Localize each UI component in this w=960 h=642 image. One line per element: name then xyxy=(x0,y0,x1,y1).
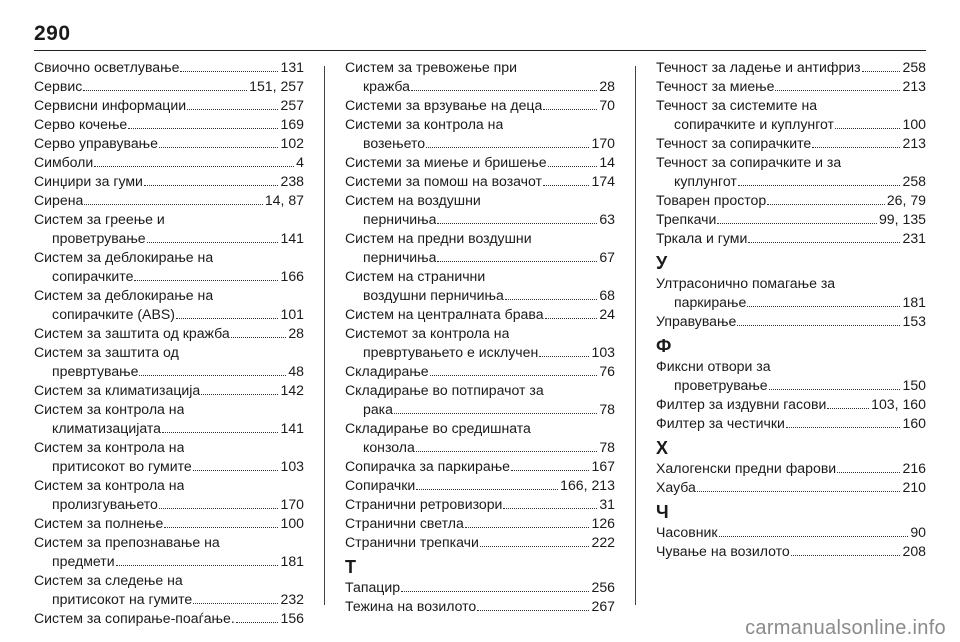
page-reference[interactable]: 78 xyxy=(599,401,615,417)
index-column-2 xyxy=(345,58,615,613)
index-entry xyxy=(34,533,304,552)
entry-label: Ултрасонично помагање за xyxy=(656,275,836,291)
index-entry xyxy=(345,305,615,324)
entry-label: климатизацијата xyxy=(52,420,162,436)
dot-leader xyxy=(505,299,598,300)
page-reference[interactable]: 210 xyxy=(902,479,926,495)
index-entry xyxy=(656,191,926,210)
page-reference[interactable]: 99, 135 xyxy=(878,211,926,227)
entry-label: Систем за сопирање-поаѓање. xyxy=(34,610,235,626)
entry-label: Течност за ладење и антифриз xyxy=(656,59,861,75)
entry-label: Систем за деблокирање на xyxy=(34,287,214,303)
entry-label: Сопирачка за паркирање xyxy=(345,458,510,474)
entry-label: Систем за заштита од xyxy=(34,344,179,360)
dot-leader xyxy=(128,128,278,129)
dot-leader xyxy=(416,489,558,490)
dot-leader xyxy=(539,356,589,357)
page-reference[interactable]: 78 xyxy=(599,439,615,455)
index-entry-continuation xyxy=(34,362,304,381)
entry-label: притисокот во гумите xyxy=(52,458,192,474)
entry-label: Систем за контрола на xyxy=(34,439,185,455)
page-reference[interactable]: 14, 87 xyxy=(264,192,304,208)
index-entry xyxy=(656,58,926,77)
entry-label: Трепкачи xyxy=(656,211,717,227)
page-reference[interactable]: 213 xyxy=(902,135,926,151)
entry-label: Системот за контрола на xyxy=(345,325,510,341)
entry-label: Серво управување xyxy=(34,135,158,151)
index-entry-continuation xyxy=(34,552,304,571)
page-reference[interactable]: 26, 79 xyxy=(886,192,926,208)
page-reference[interactable]: 142 xyxy=(280,382,304,398)
index-entry xyxy=(656,134,926,153)
dot-leader xyxy=(737,325,900,326)
dot-leader xyxy=(139,375,286,376)
dot-leader xyxy=(180,71,278,72)
index-entry xyxy=(34,343,304,362)
page-reference[interactable]: 24 xyxy=(599,306,615,322)
entry-label: Системи за помош на возачот xyxy=(345,173,543,189)
entry-label: Системи за врзување на деца xyxy=(345,97,543,113)
entry-label: Систем на странични xyxy=(345,268,486,284)
index-entry-continuation xyxy=(34,229,304,248)
entry-label: Хауба xyxy=(656,479,696,495)
entry-label: Сервис xyxy=(34,78,83,94)
index-entry xyxy=(656,274,926,293)
entry-label: Филтер за честички xyxy=(656,415,785,431)
entry-label: Систем на централната брава xyxy=(345,306,544,322)
index-entry xyxy=(345,457,615,476)
index-entry xyxy=(345,495,615,514)
index-entry xyxy=(345,58,615,77)
page-reference[interactable]: 166, 213 xyxy=(560,477,615,493)
entry-label: куплунгот xyxy=(674,173,737,189)
dot-leader xyxy=(775,90,900,91)
dot-leader xyxy=(187,109,278,110)
entry-label: Сирена xyxy=(34,192,84,208)
page-reference[interactable]: 258 xyxy=(902,173,926,189)
index-entry xyxy=(34,514,304,533)
entry-label: Серво кочење xyxy=(34,116,128,132)
index-entry xyxy=(34,381,304,400)
dot-leader xyxy=(147,242,279,243)
entry-label: Систем за полнење xyxy=(34,515,164,531)
entry-label: притисокот на гумите xyxy=(52,591,193,607)
page-reference[interactable]: 100 xyxy=(280,515,304,531)
index-entry-continuation xyxy=(656,115,926,134)
index-entry xyxy=(345,153,615,172)
index-entry-continuation xyxy=(345,248,615,267)
page-reference[interactable]: 76 xyxy=(599,363,615,379)
dot-leader xyxy=(394,413,597,414)
index-entry-continuation xyxy=(656,376,926,395)
dot-leader xyxy=(416,451,597,452)
index-entry-continuation xyxy=(345,286,615,305)
page-reference[interactable]: 141 xyxy=(280,230,304,246)
index-entry-continuation xyxy=(34,305,304,324)
entry-label: Систем за препознавање на xyxy=(34,534,220,550)
page-reference[interactable]: 160 xyxy=(902,415,926,431)
index-entry-continuation xyxy=(34,495,304,514)
entry-label: Тапацир xyxy=(345,579,401,595)
index-entry xyxy=(656,77,926,96)
entry-label: Часовник xyxy=(656,524,718,540)
dot-leader xyxy=(193,603,278,604)
page-reference[interactable]: 70 xyxy=(599,97,615,113)
page-reference[interactable]: 222 xyxy=(591,534,615,550)
page-reference[interactable]: 181 xyxy=(280,553,304,569)
index-entry xyxy=(345,324,615,343)
entry-label: перничиња xyxy=(363,249,437,265)
dot-leader xyxy=(480,546,590,547)
entry-label: Филтер за издувни гасови xyxy=(656,396,827,412)
index-entry xyxy=(345,115,615,134)
page-reference[interactable]: 257 xyxy=(280,97,304,113)
entry-label: Течност за миење xyxy=(656,78,775,94)
entry-label: Систем за заштита од кражба xyxy=(34,325,230,341)
dot-leader xyxy=(827,408,869,409)
page-reference[interactable]: 67 xyxy=(599,249,615,265)
index-column-1 xyxy=(34,58,304,626)
dot-leader xyxy=(862,71,901,72)
index-entry xyxy=(34,96,304,115)
entry-label: Товарен простор xyxy=(656,192,767,208)
index-entry xyxy=(34,153,304,172)
entry-label: Систем за следење на xyxy=(34,572,183,588)
entry-label: Чување на возилото xyxy=(656,543,790,559)
entry-label: Систем за греење и xyxy=(34,211,165,227)
index-entry-continuation xyxy=(345,438,615,457)
entry-label: предмети xyxy=(52,553,115,569)
index-entry xyxy=(345,514,615,533)
entry-label: Систем на предни воздушни xyxy=(345,230,532,246)
index-entry-continuation xyxy=(34,267,304,286)
dot-leader xyxy=(786,427,901,428)
page-reference[interactable]: 101 xyxy=(280,306,304,322)
page-reference[interactable]: 100 xyxy=(902,116,926,132)
dot-leader xyxy=(134,280,278,281)
column-gap-1 xyxy=(304,58,345,613)
header-rule xyxy=(34,50,926,51)
page-reference[interactable]: 170 xyxy=(280,496,304,512)
section-letter: Х xyxy=(656,438,669,458)
dot-leader xyxy=(401,591,589,592)
dot-leader xyxy=(159,147,279,148)
dot-leader xyxy=(236,622,279,623)
index-entry-continuation xyxy=(656,172,926,191)
entry-label: возењето xyxy=(363,135,426,151)
page-reference[interactable]: 28 xyxy=(599,78,615,94)
dot-leader xyxy=(738,185,901,186)
entry-label: проветрување xyxy=(52,230,146,246)
dot-leader xyxy=(835,128,900,129)
entry-label: Тежина на возилото xyxy=(345,598,477,614)
page-reference[interactable]: 174 xyxy=(591,173,615,189)
page-reference[interactable]: 102 xyxy=(280,135,304,151)
entry-label: конзола xyxy=(363,439,415,455)
section-letter: Ф xyxy=(656,336,672,356)
dot-leader xyxy=(437,261,597,262)
dot-leader xyxy=(465,527,590,528)
entry-label: Системи за контрола на xyxy=(345,116,504,132)
dot-leader xyxy=(717,223,877,224)
page-reference[interactable]: 151, 257 xyxy=(249,78,304,94)
entry-label: Фиксни отвори за xyxy=(656,358,771,374)
page-reference[interactable]: 258 xyxy=(902,59,926,75)
index-entry xyxy=(345,229,615,248)
page-reference[interactable]: 4 xyxy=(296,154,304,170)
entry-label: рака xyxy=(363,401,393,417)
entry-label: паркирање xyxy=(674,294,747,310)
index-entry-continuation xyxy=(345,210,615,229)
entry-label: Систем за тревожење при xyxy=(345,59,518,75)
entry-label: Течност за системите на xyxy=(656,97,818,113)
entry-label: Систем за контрола на xyxy=(34,477,185,493)
index-entry xyxy=(656,210,926,229)
entry-label: превртување xyxy=(52,363,139,379)
index-entry xyxy=(345,96,615,115)
entry-label: превртувањето е исклучен xyxy=(363,344,539,360)
entry-label: Течност за сопирачките и за xyxy=(656,154,842,170)
dot-leader xyxy=(426,147,589,148)
entry-label: Систем на воздушни xyxy=(345,192,481,208)
column-divider xyxy=(324,66,325,605)
dot-leader xyxy=(503,508,597,509)
dot-leader xyxy=(548,166,598,167)
index-entry xyxy=(345,267,615,286)
dot-leader xyxy=(83,90,247,91)
dot-leader xyxy=(719,536,909,537)
entry-label: Систем за деблокирање на xyxy=(34,249,214,265)
dot-leader xyxy=(545,318,598,319)
dot-leader xyxy=(767,204,885,205)
dot-leader xyxy=(543,185,589,186)
index-entry xyxy=(34,438,304,457)
page-reference[interactable]: 103 xyxy=(280,458,304,474)
dot-leader xyxy=(697,491,901,492)
index-entry xyxy=(34,115,304,134)
page-reference[interactable]: 267 xyxy=(591,598,615,614)
index-entry-continuation xyxy=(345,343,615,362)
entry-label: проветрување xyxy=(674,377,768,393)
dot-leader xyxy=(84,204,262,205)
entry-label: Свиочно осветлување xyxy=(34,59,180,75)
page-reference[interactable]: 14 xyxy=(599,154,615,170)
dot-leader xyxy=(164,527,278,528)
entry-label: Систем за климатизација xyxy=(34,382,201,398)
index-entry xyxy=(656,395,926,414)
index-entry xyxy=(345,172,615,191)
index-entry xyxy=(345,578,615,597)
dot-leader xyxy=(411,90,597,91)
dot-leader xyxy=(159,508,279,509)
index-entry-continuation xyxy=(345,134,615,153)
section-letter: У xyxy=(656,253,668,273)
dot-leader xyxy=(437,223,597,224)
entry-label: Систем за контрола на xyxy=(34,401,185,417)
dot-leader xyxy=(94,166,294,167)
index-entry xyxy=(34,58,304,77)
entry-label: Синџири за гуми xyxy=(34,173,143,189)
dot-leader xyxy=(511,470,589,471)
index-entry xyxy=(656,153,926,172)
page-reference[interactable]: 28 xyxy=(288,325,304,341)
entry-label: Управување xyxy=(656,313,737,329)
index-entry xyxy=(34,400,304,419)
index-entry xyxy=(656,312,926,331)
index-entry xyxy=(34,191,304,210)
page-reference[interactable]: 126 xyxy=(591,515,615,531)
page-reference[interactable]: 213 xyxy=(902,78,926,94)
index-entry xyxy=(34,134,304,153)
index-entry xyxy=(34,324,304,343)
index-entry xyxy=(656,96,926,115)
index-entry-continuation xyxy=(34,457,304,476)
page-reference[interactable]: 166 xyxy=(280,268,304,284)
page-reference[interactable]: 153 xyxy=(902,313,926,329)
index-entry xyxy=(656,542,926,561)
dot-leader xyxy=(837,472,900,473)
page-reference[interactable]: 256 xyxy=(591,579,615,595)
page-reference[interactable]: 181 xyxy=(902,294,926,310)
index-entry xyxy=(345,476,615,495)
page-reference[interactable]: 232 xyxy=(280,591,304,607)
dot-leader xyxy=(748,242,900,243)
page-reference[interactable]: 48 xyxy=(288,363,304,379)
entry-label: Складирање xyxy=(345,363,429,379)
index-entry-continuation xyxy=(656,293,926,312)
index-column-3 xyxy=(656,58,926,613)
index-entry xyxy=(656,478,926,497)
page-number: 290 xyxy=(34,22,71,45)
page-reference[interactable]: 216 xyxy=(902,460,926,476)
dot-leader xyxy=(477,610,589,611)
dot-leader xyxy=(176,318,279,319)
dot-leader xyxy=(162,432,278,433)
index-entry xyxy=(656,459,926,478)
page-reference[interactable]: 156 xyxy=(280,610,304,626)
dot-leader xyxy=(747,306,900,307)
index-entry xyxy=(656,357,926,376)
index-entry xyxy=(345,419,615,438)
page-reference[interactable]: 68 xyxy=(599,287,615,303)
dot-leader xyxy=(791,555,901,556)
index-entry xyxy=(345,362,615,381)
entry-label: перничиња xyxy=(363,211,437,227)
page-reference[interactable]: 170 xyxy=(591,135,615,151)
entry-label: Сервисни информации xyxy=(34,97,187,113)
index-entry xyxy=(34,286,304,305)
entry-label: Странични светла xyxy=(345,515,464,531)
column-gap-2 xyxy=(615,58,656,613)
dot-leader xyxy=(543,109,597,110)
column-divider xyxy=(635,66,636,605)
page-reference[interactable]: 208 xyxy=(902,543,926,559)
entry-label: Странични ретровизори xyxy=(345,496,503,512)
entry-label: Халогенски предни фарови xyxy=(656,460,837,476)
page-reference[interactable]: 238 xyxy=(280,173,304,189)
index-entry xyxy=(345,533,615,552)
index-entry xyxy=(34,172,304,191)
index-entry xyxy=(34,210,304,229)
index-entry-continuation xyxy=(345,400,615,419)
index-entry xyxy=(656,414,926,433)
page-reference[interactable]: 141 xyxy=(280,420,304,436)
entry-label: Странични трепкачи xyxy=(345,534,479,550)
page-reference[interactable]: 90 xyxy=(910,524,926,540)
dot-leader xyxy=(193,470,279,471)
dot-leader xyxy=(812,147,900,148)
section-letter: Ч xyxy=(656,502,669,522)
watermark: carmanualsonline.info xyxy=(745,617,946,639)
index-entry xyxy=(34,476,304,495)
index-entry-continuation xyxy=(34,419,304,438)
index-entry xyxy=(34,571,304,590)
dot-leader xyxy=(430,375,598,376)
entry-label: Симболи xyxy=(34,154,94,170)
entry-label: Сопирачки xyxy=(345,477,416,493)
index-entry xyxy=(345,191,615,210)
entry-label: Течност за сопирачките xyxy=(656,135,812,151)
index-columns xyxy=(34,58,926,626)
index-entry xyxy=(656,523,926,542)
page-reference[interactable]: 31 xyxy=(599,496,615,512)
entry-label: сопирачките xyxy=(52,268,134,284)
page-reference[interactable]: 103, 160 xyxy=(871,396,926,412)
page-reference[interactable]: 167 xyxy=(591,458,615,474)
index-entry xyxy=(345,381,615,400)
dot-leader xyxy=(231,337,287,338)
page-reference[interactable]: 150 xyxy=(902,377,926,393)
entry-label: сопирачките и куплунгот xyxy=(674,116,835,132)
index-entry xyxy=(34,609,304,628)
entry-label: Складирање во средишната xyxy=(345,420,531,436)
entry-label: воздушни перничиња xyxy=(363,287,504,303)
index-entry xyxy=(656,229,926,248)
page-reference[interactable]: 169 xyxy=(280,116,304,132)
section-letter: Т xyxy=(345,557,356,577)
dot-leader xyxy=(116,565,279,566)
index-entry-continuation xyxy=(34,590,304,609)
entry-label: Тркала и гуми xyxy=(656,230,748,246)
dot-leader xyxy=(201,394,278,395)
page-reference[interactable]: 231 xyxy=(902,230,926,246)
page-reference[interactable]: 63 xyxy=(599,211,615,227)
entry-label: сопирачките (ABS) xyxy=(52,306,175,322)
dot-leader xyxy=(144,185,279,186)
index-entry xyxy=(34,248,304,267)
page-reference[interactable]: 131 xyxy=(280,59,304,75)
entry-label: пролизгувањето xyxy=(52,496,158,512)
index-entry-continuation xyxy=(345,77,615,96)
index-entry xyxy=(34,77,304,96)
entry-label: кражба xyxy=(363,78,411,94)
dot-leader xyxy=(769,389,901,390)
entry-label: Складирање во потпирачот за xyxy=(345,382,544,398)
index-entry xyxy=(345,597,615,616)
page-reference[interactable]: 103 xyxy=(591,344,615,360)
entry-label: Системи за миење и бришење xyxy=(345,154,547,170)
